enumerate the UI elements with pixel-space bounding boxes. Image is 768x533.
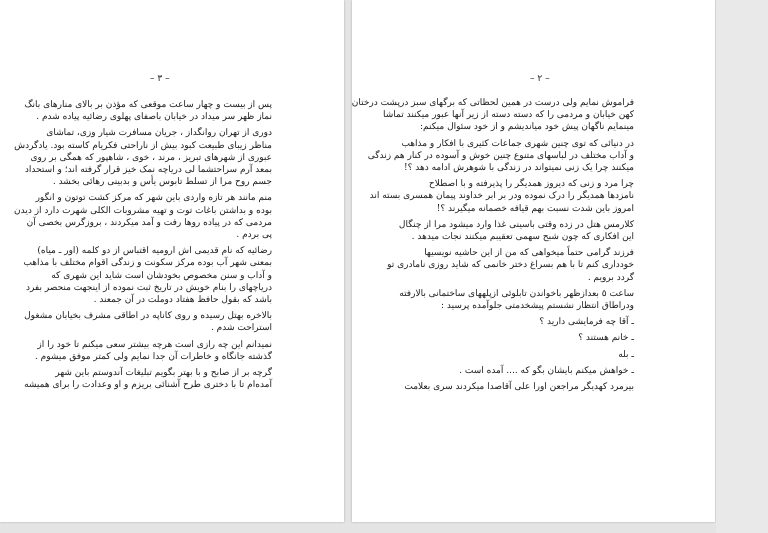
left-page xyxy=(0,0,344,522)
text-line: فرزند گرامی حتماً میخواهی که من از این حاشیه نویسیها xyxy=(424,248,634,259)
text-line: ـ آقا چه فرمایشی دارید ؟ xyxy=(539,317,634,328)
paragraph xyxy=(394,365,634,377)
text-line: در دنیائی که توی چنین شهری جماعات کثیری با افکار و مذاهب xyxy=(401,138,634,149)
paragraph xyxy=(24,310,272,334)
text-line: مناظر زیبای طبیعت کبود بیش از ناراحتی فکریام کاسته بود. یادگردش xyxy=(14,140,272,151)
text-line: این افکاری که چون شبح سهمی تعقیبم میکنند نجات میدهد . xyxy=(411,232,634,243)
text-line: ـ بله xyxy=(618,349,634,360)
paragraph xyxy=(351,97,634,134)
page-number-left: – ٣ – xyxy=(150,74,170,84)
text-line: گرچه بر از صابح و با بهتر بگویم تبلیغات آندوستم باین شهر xyxy=(55,368,272,379)
text-line: خودداری کنم تا با هم بسراغ دختر خانمی که شاید روزی نامادری تو xyxy=(387,260,634,271)
text-line: عبوری از شهرهای تبریز ، مرند ، خوی ، شاهپور که همگی بر روی xyxy=(30,152,272,163)
text-line: پس از بیست و چهار ساعت موقعی که مؤذن بر بالای منارهای بانگ xyxy=(24,100,272,110)
paragraph xyxy=(14,127,272,188)
text-line: گذشته جانگاه و خاطرات آن جدا نمایم ولی کمتر موفق میشوم . xyxy=(34,351,272,362)
text-line: بمعد آرم سراحتشما لی دریاچه نمک خیز قرار گرفته اند؛ و استحداد xyxy=(24,165,272,176)
text-line: چرا مرد و زنی که دیروز همدیگر را پذیرفته و با اصطلاح xyxy=(428,179,634,190)
right-page-text xyxy=(351,97,634,397)
paragraph xyxy=(369,178,634,215)
paragraph xyxy=(394,332,634,344)
text-line: مینمایم ناگهان پیش خود میاندیشم و از خود سئوال میکنم: xyxy=(419,122,634,133)
text-line: بمعنی شهر آب بوده مرکز سکونت و زندگی اقوام مختلف با مذاهب xyxy=(23,258,272,269)
paragraph xyxy=(24,99,272,123)
text-line: ـ خانم هستند ؟ xyxy=(578,333,634,344)
text-line: نامزدها همدیگر را درک نموده ودر بر ابر خداوند پیمان همسری بسته اند xyxy=(369,191,634,202)
text-line: استراحت شدم . xyxy=(210,323,272,334)
text-line: پی بردم . xyxy=(236,230,272,241)
text-line: کلارمس هتل در زده وقتی باسینی غذا وارد میشود مرا از چنگال xyxy=(398,219,634,230)
text-line: نماز ظهر سر میداد در خیابان باصفای پهلوی رضائیه پیاده شدم . xyxy=(36,112,272,123)
text-line: ساعت ٥ بعدازظهر باخواندن تابلوئی ازپلههای ساختمانی بالارفته xyxy=(399,288,634,299)
text-line: و آداب مختلف در لباسهای متنوع چنین خوش و آسوده در کنار هم زندگی xyxy=(367,150,634,161)
paragraph xyxy=(394,381,634,393)
paragraph xyxy=(394,316,634,328)
paragraph xyxy=(394,219,634,243)
paragraph xyxy=(24,367,272,391)
text-line: نمیدانم این چه رازی است هرچه بیشتر سعی میکنم تا خود را از xyxy=(37,339,272,350)
text-line: و آداب و سنن مخصوص بخودشان است شاید این شهری که xyxy=(51,270,272,281)
text-line: منم مانند هر تازه واردی باین شهر که مرکز کشت توتون و انگور xyxy=(35,193,272,204)
text-line: باشد که بقول حافظ هفتاد دوملت در آن جمعند . xyxy=(93,295,272,306)
text-line: گردد برویم . xyxy=(587,272,634,283)
paragraph xyxy=(394,288,634,312)
text-line: ـ خواهش میکنم بایشان بگو که .... آمده است . xyxy=(459,365,634,376)
paragraph xyxy=(367,138,634,175)
paragraph xyxy=(23,245,272,306)
page-number-right: – ٢ – xyxy=(530,74,550,84)
text-line: فراموش نمایم ولی درست در همین لحظاتی که برگهای سبز درپشت درختان xyxy=(351,98,634,108)
paragraph xyxy=(387,247,634,284)
text-line: میکنند چرا یک زنی نمیتواند در زندگی با شوهرش ادامه دهد ؟! xyxy=(404,163,634,174)
paragraph xyxy=(34,339,272,363)
paragraph xyxy=(394,349,634,361)
text-line: رضائیه که نام قدیمی اش ارومیه اقتباس از دو کلمه (اور ـ میاه) xyxy=(37,246,272,257)
text-line: امروز باین شدت نسبت بهم قیافه خصمانه میگیرند ؟! xyxy=(436,203,634,214)
text-line: آمده‌ام تا با دختری طرح آشنائی بریزم و او وعدادت را برای همیشه xyxy=(24,380,272,391)
text-line: بیرمرد کهدیگر مراجعن اورا علی آقاصدا میکردند سری بعلامت xyxy=(404,382,634,393)
right-page xyxy=(352,0,715,522)
text-line: مردمی که در پیاده روها رفت و آمد میکردند ، بروزگرس بخصی آن xyxy=(26,217,272,228)
text-line: دوری از تهران روانگداز ، جریان مسافرت شیار وزی، تماشای xyxy=(46,128,272,139)
text-line: ودراطاق انتظار نشستم پیشخدمتی جلوآمده پرسید : xyxy=(441,301,634,312)
paragraph xyxy=(14,192,272,241)
text-line: بالاخره بهتل رسیده و روی کاناپه در اطاقی مشرف بخیابان مشغول xyxy=(24,311,272,322)
text-line: جسم روح مرا از تسلط تابوس یأس و بدبینی رهائی بخشد . xyxy=(52,177,272,188)
text-line: بوده و بداشتن باغات توت و تهیه مشروبات الکلی شهرت دارد از دیدن xyxy=(14,205,272,216)
viewer-background-edge xyxy=(716,0,768,533)
text-line: دریاچهای را بنام خویش در تاریخ ثبت نموده از اینجهت منحصر بفرد xyxy=(25,282,272,293)
text-line: کهن خیابان و مردمی را که دسته دسته از زیر آنها عبور میکنند تماشا xyxy=(383,110,634,121)
left-page-text xyxy=(14,99,272,395)
